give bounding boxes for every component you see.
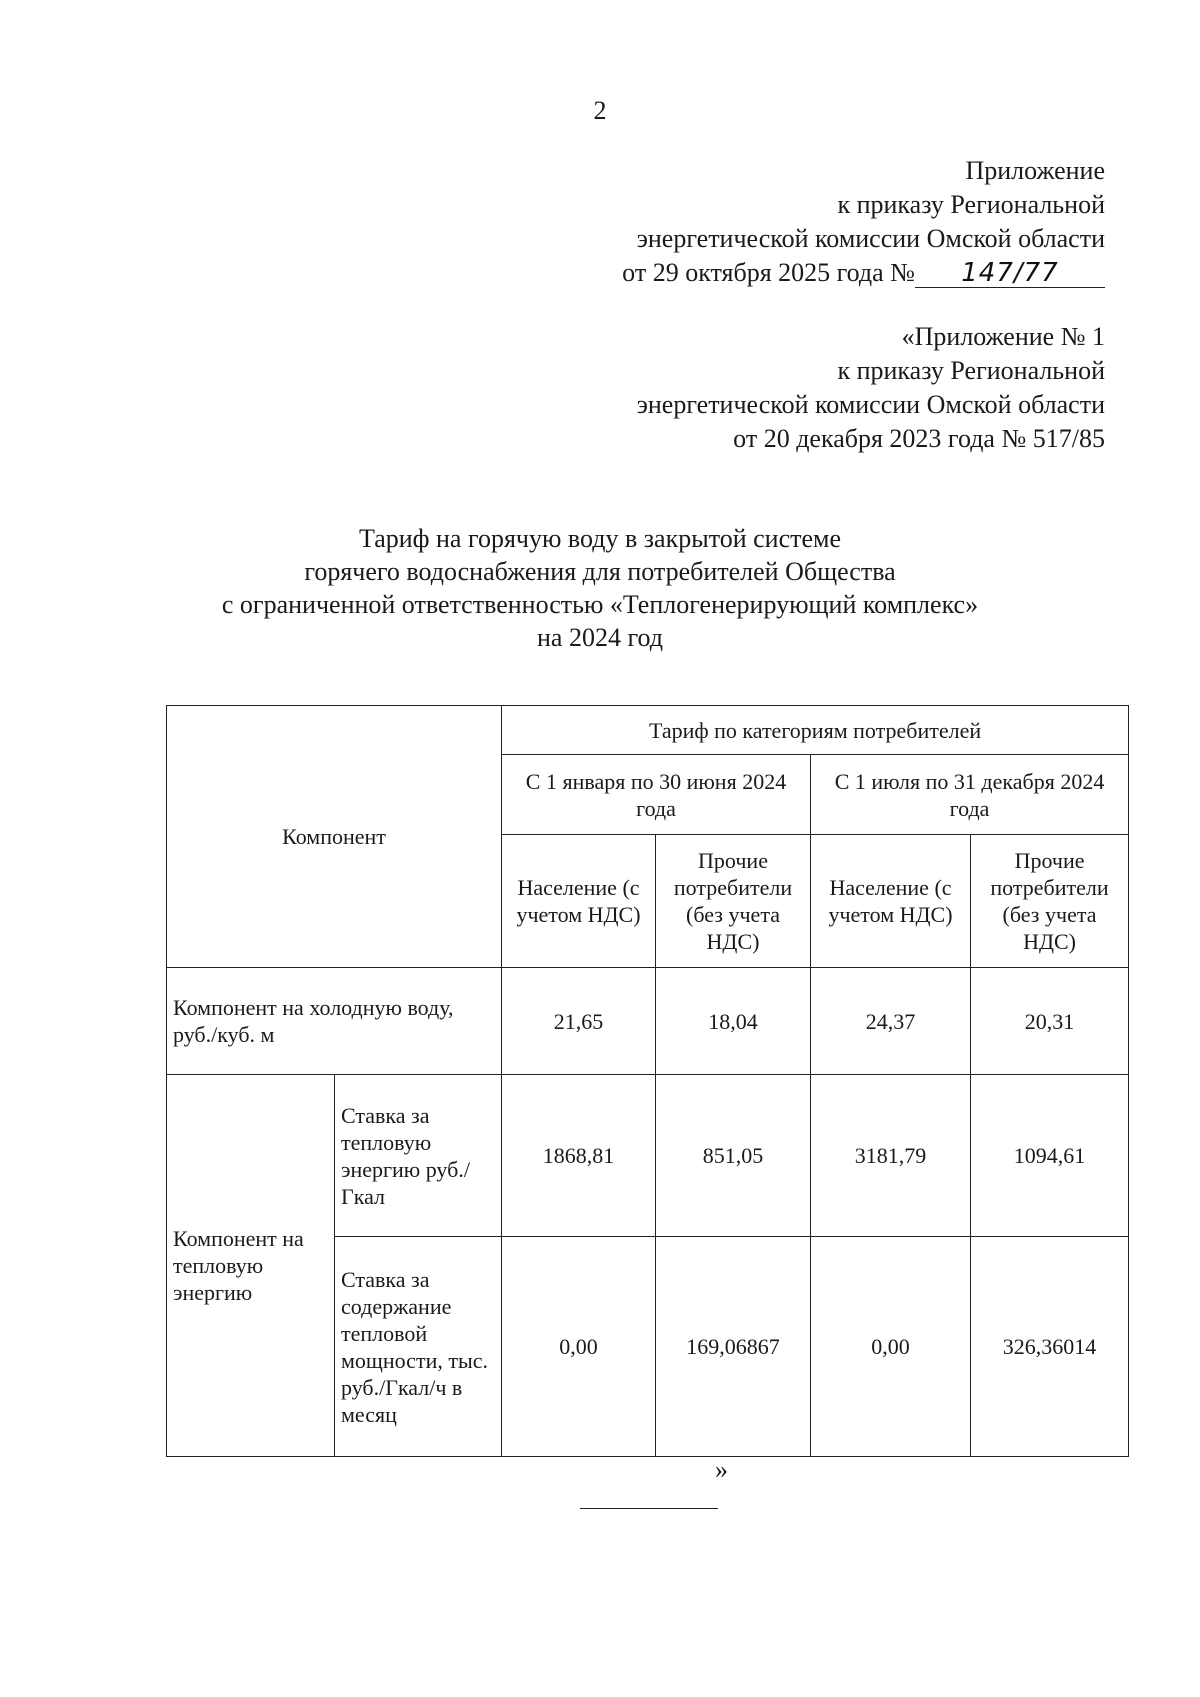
page-number: 2 xyxy=(593,96,607,125)
appendix-label: Приложение xyxy=(965,156,1105,185)
document-title xyxy=(0,522,1200,654)
value-cell: 18,04 xyxy=(656,968,811,1075)
header-other-consumers: Прочие потребители (без учета НДС) xyxy=(656,835,811,968)
value-cell: 326,36014 xyxy=(971,1237,1129,1457)
value-cell: 20,31 xyxy=(971,968,1129,1075)
value-cell: 1868,81 xyxy=(502,1075,656,1237)
value-cell: 24,37 xyxy=(811,968,971,1075)
title-line: Тариф на горячую воду в закрытой системе xyxy=(358,524,842,553)
closing-quote: » xyxy=(715,1455,728,1484)
appendix-commission: энергетической комиссии Омской области xyxy=(636,224,1105,253)
value-cell: 21,65 xyxy=(502,968,656,1075)
title-line: с ограниченной ответственностью «Теплогенерирующий комплекс» xyxy=(221,590,979,619)
appendix-date: от 20 декабря 2023 года № 517/85 xyxy=(733,424,1105,453)
value-cell: 169,06867 xyxy=(656,1237,811,1457)
appendix-header-current xyxy=(622,154,1105,290)
title-line: на 2024 год xyxy=(537,623,663,652)
appendix-label: «Приложение № 1 xyxy=(901,322,1105,351)
tariff-table xyxy=(166,705,1129,1457)
appendix-header-original xyxy=(637,320,1105,456)
handwritten-order-number: 147/77 xyxy=(915,259,1105,288)
header-component: Компонент xyxy=(167,706,502,968)
header-tariff-categories: Тариф по категориям потребителей xyxy=(502,706,1129,755)
row-label-heat-energy-group: Компонент на тепловую энергию xyxy=(167,1075,335,1457)
appendix-order-ref: к приказу Региональной xyxy=(837,356,1105,385)
row-label-heat-energy-rate: Ставка за тепловую энергию руб./Гкал xyxy=(335,1075,502,1237)
header-population: Население (с учетом НДС) xyxy=(502,835,656,968)
appendix-commission: энергетической комиссии Омской области xyxy=(636,390,1105,419)
value-cell: 3181,79 xyxy=(811,1075,971,1237)
header-population: Население (с учетом НДС) xyxy=(811,835,971,968)
row-label-heat-capacity-rate: Ставка за содержание тепловой мощности, тыс. руб./Гкал/ч в месяц xyxy=(335,1237,502,1457)
value-cell: 0,00 xyxy=(502,1237,656,1457)
value-cell: 0,00 xyxy=(811,1237,971,1457)
header-period-1: С 1 января по 30 июня 2024 года xyxy=(502,755,811,835)
title-line: горячего водоснабжения для потребителей Общества xyxy=(304,557,896,586)
value-cell: 1094,61 xyxy=(971,1075,1129,1237)
table-row xyxy=(167,1075,1129,1237)
value-cell: 851,05 xyxy=(656,1075,811,1237)
appendix-date: от 29 октября 2025 года № xyxy=(622,258,915,287)
row-label-cold-water: Компонент на холодную воду, руб./куб. м xyxy=(167,968,502,1075)
header-other-consumers: Прочие потребители (без учета НДС) xyxy=(971,835,1129,968)
table-header-row xyxy=(167,706,1129,755)
end-divider xyxy=(580,1508,718,1509)
appendix-date-line xyxy=(622,256,1105,290)
header-period-2: С 1 июля по 31 декабря 2024 года xyxy=(811,755,1129,835)
table-row xyxy=(167,968,1129,1075)
appendix-order-ref: к приказу Региональной xyxy=(837,190,1105,219)
